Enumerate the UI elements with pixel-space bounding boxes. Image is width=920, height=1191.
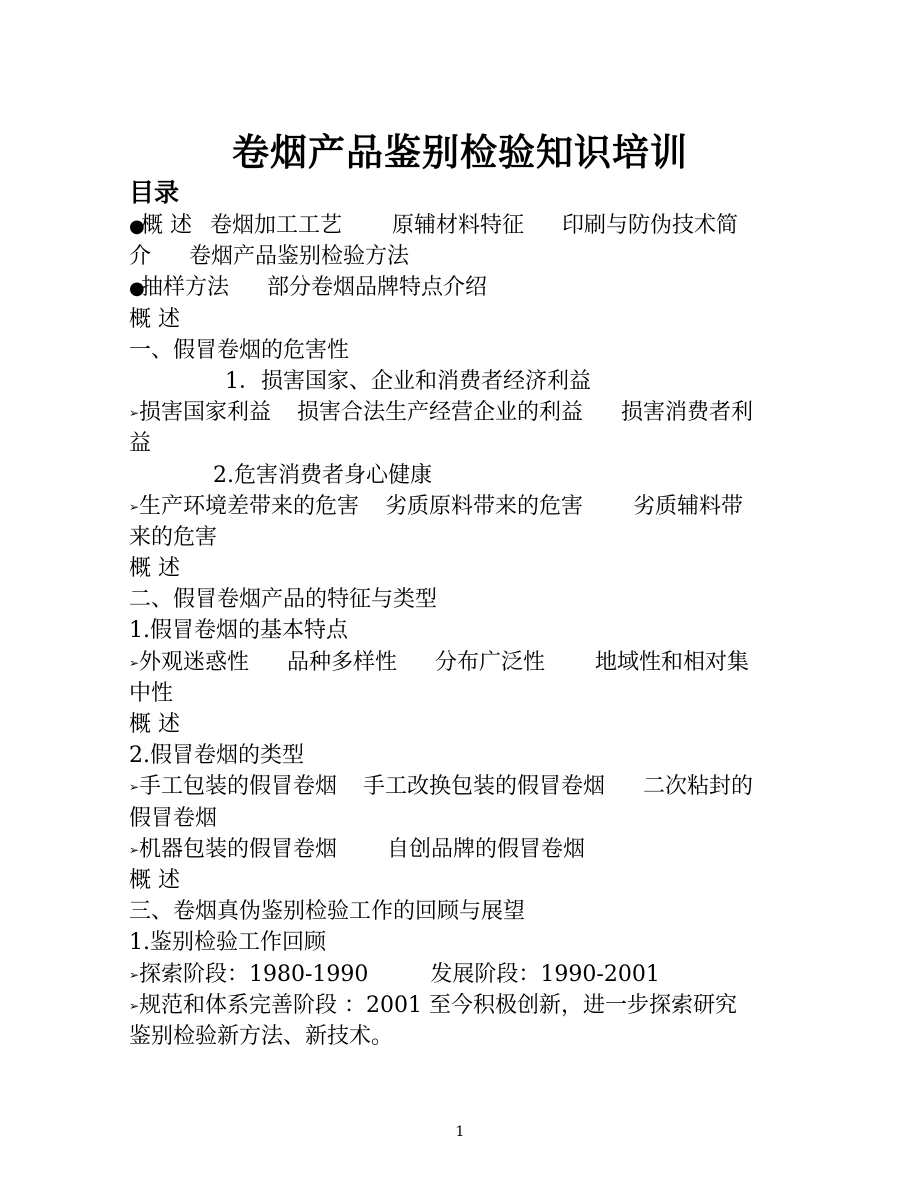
toc-line-1-cont <box>129 241 801 272</box>
bullet-line-cont: 益 <box>129 431 152 457</box>
bullet-line <box>129 990 801 1021</box>
list-item: 地域性和相对集 <box>595 649 750 675</box>
bullet-line <box>129 834 801 865</box>
list-item: 劣质原料带来的危害 <box>385 493 584 519</box>
list-item: 规范和体系完善阶段 ：2001 至今积极创新，进一步探索研究 <box>139 992 737 1018</box>
section-heading: 三、卷烟真伪鉴别检验工作的回顾与展望 <box>129 899 526 925</box>
subsection-heading: 1．损害国家、企业和消费者经济利益 <box>225 368 591 394</box>
toc-item: 原辅材料特征 <box>392 213 525 238</box>
toc-item: 部分卷烟品牌特点介绍 <box>267 275 488 301</box>
arrow-bullet-icon: ➢ <box>129 655 140 670</box>
arrow-bullet-icon: ➢ <box>129 842 140 857</box>
bullet-line <box>129 491 801 522</box>
list-item: 手工包装的假冒卷烟 <box>139 774 338 800</box>
list-item: 劣质辅料带 <box>633 493 744 519</box>
arrow-bullet-icon: ➢ <box>129 967 140 982</box>
bullet-dot-icon: ● <box>129 216 145 237</box>
list-item: 生产环境差带来的危害 <box>139 493 360 519</box>
bullet-line-cont: 假冒卷烟 <box>129 805 218 831</box>
toc-heading: 目录 <box>129 178 180 207</box>
subsection-heading: 1.鉴别检验工作回顾 <box>129 930 326 956</box>
bullet-line-cont: 中性 <box>129 680 174 706</box>
bullet-line <box>129 397 801 428</box>
overview-label: 概 述 <box>129 306 180 332</box>
toc-item: 概 述 <box>141 213 192 238</box>
list-item: 二次粘封的 <box>643 774 754 800</box>
toc-item: 介 <box>129 244 152 270</box>
bullet-line-cont: 鉴别检验新方法、新技术。 <box>129 1023 394 1049</box>
bullet-line-cont: 来的危害 <box>129 524 218 550</box>
bullet-dot-icon: ● <box>129 278 145 300</box>
list-item: 自创品牌的假冒卷烟 <box>387 836 586 862</box>
subsection-heading: 1.假冒卷烟的基本特点 <box>129 618 348 644</box>
list-item: 机器包装的假冒卷烟 <box>139 836 338 862</box>
toc-line-2 <box>129 272 801 303</box>
overview-label: 概 述 <box>129 556 180 582</box>
list-item: 发展阶段：1990-2001 <box>430 961 660 987</box>
list-item: 损害消费者利 <box>621 400 754 426</box>
toc-line-1 <box>129 210 801 241</box>
page-number: 1 <box>455 1124 465 1140</box>
arrow-bullet-icon: ➢ <box>129 406 140 421</box>
toc-item: 印刷与防伪技术简 <box>562 213 739 238</box>
list-item: 分布广泛性 <box>435 649 546 675</box>
list-item: 探索阶段：1980-1990 <box>139 961 369 987</box>
toc-item: 卷烟加工工艺 <box>210 213 343 238</box>
bullet-line <box>129 771 801 802</box>
section-heading: 一、假冒卷烟的危害性 <box>129 337 350 363</box>
toc-item: 抽样方法 <box>141 275 230 301</box>
list-item: 损害合法生产经营企业的利益 <box>297 400 584 426</box>
list-item: 外观迷惑性 <box>139 649 250 675</box>
bullet-line <box>129 959 801 990</box>
list-item: 手工改换包装的假冒卷烟 <box>363 774 606 800</box>
list-item: 损害国家利益 <box>139 400 272 426</box>
toc-item: 卷烟产品鉴别检验方法 <box>189 244 410 270</box>
arrow-bullet-icon: ➢ <box>129 780 140 795</box>
subsection-heading: 2.假冒卷烟的类型 <box>129 743 304 769</box>
list-item: 品种多样性 <box>287 649 398 675</box>
overview-label: 概 述 <box>129 867 180 893</box>
subsection-heading: 2.危害消费者身心健康 <box>213 462 432 488</box>
arrow-bullet-icon: ➢ <box>129 499 140 514</box>
overview-label: 概 述 <box>129 712 180 737</box>
bullet-line <box>129 647 801 678</box>
arrow-bullet-icon: ➢ <box>129 998 140 1013</box>
document-body <box>129 210 801 1052</box>
section-heading: 二、假冒卷烟产品的特征与类型 <box>129 587 438 613</box>
document-title: 卷烟产品鉴别检验知识培训 <box>232 131 688 174</box>
